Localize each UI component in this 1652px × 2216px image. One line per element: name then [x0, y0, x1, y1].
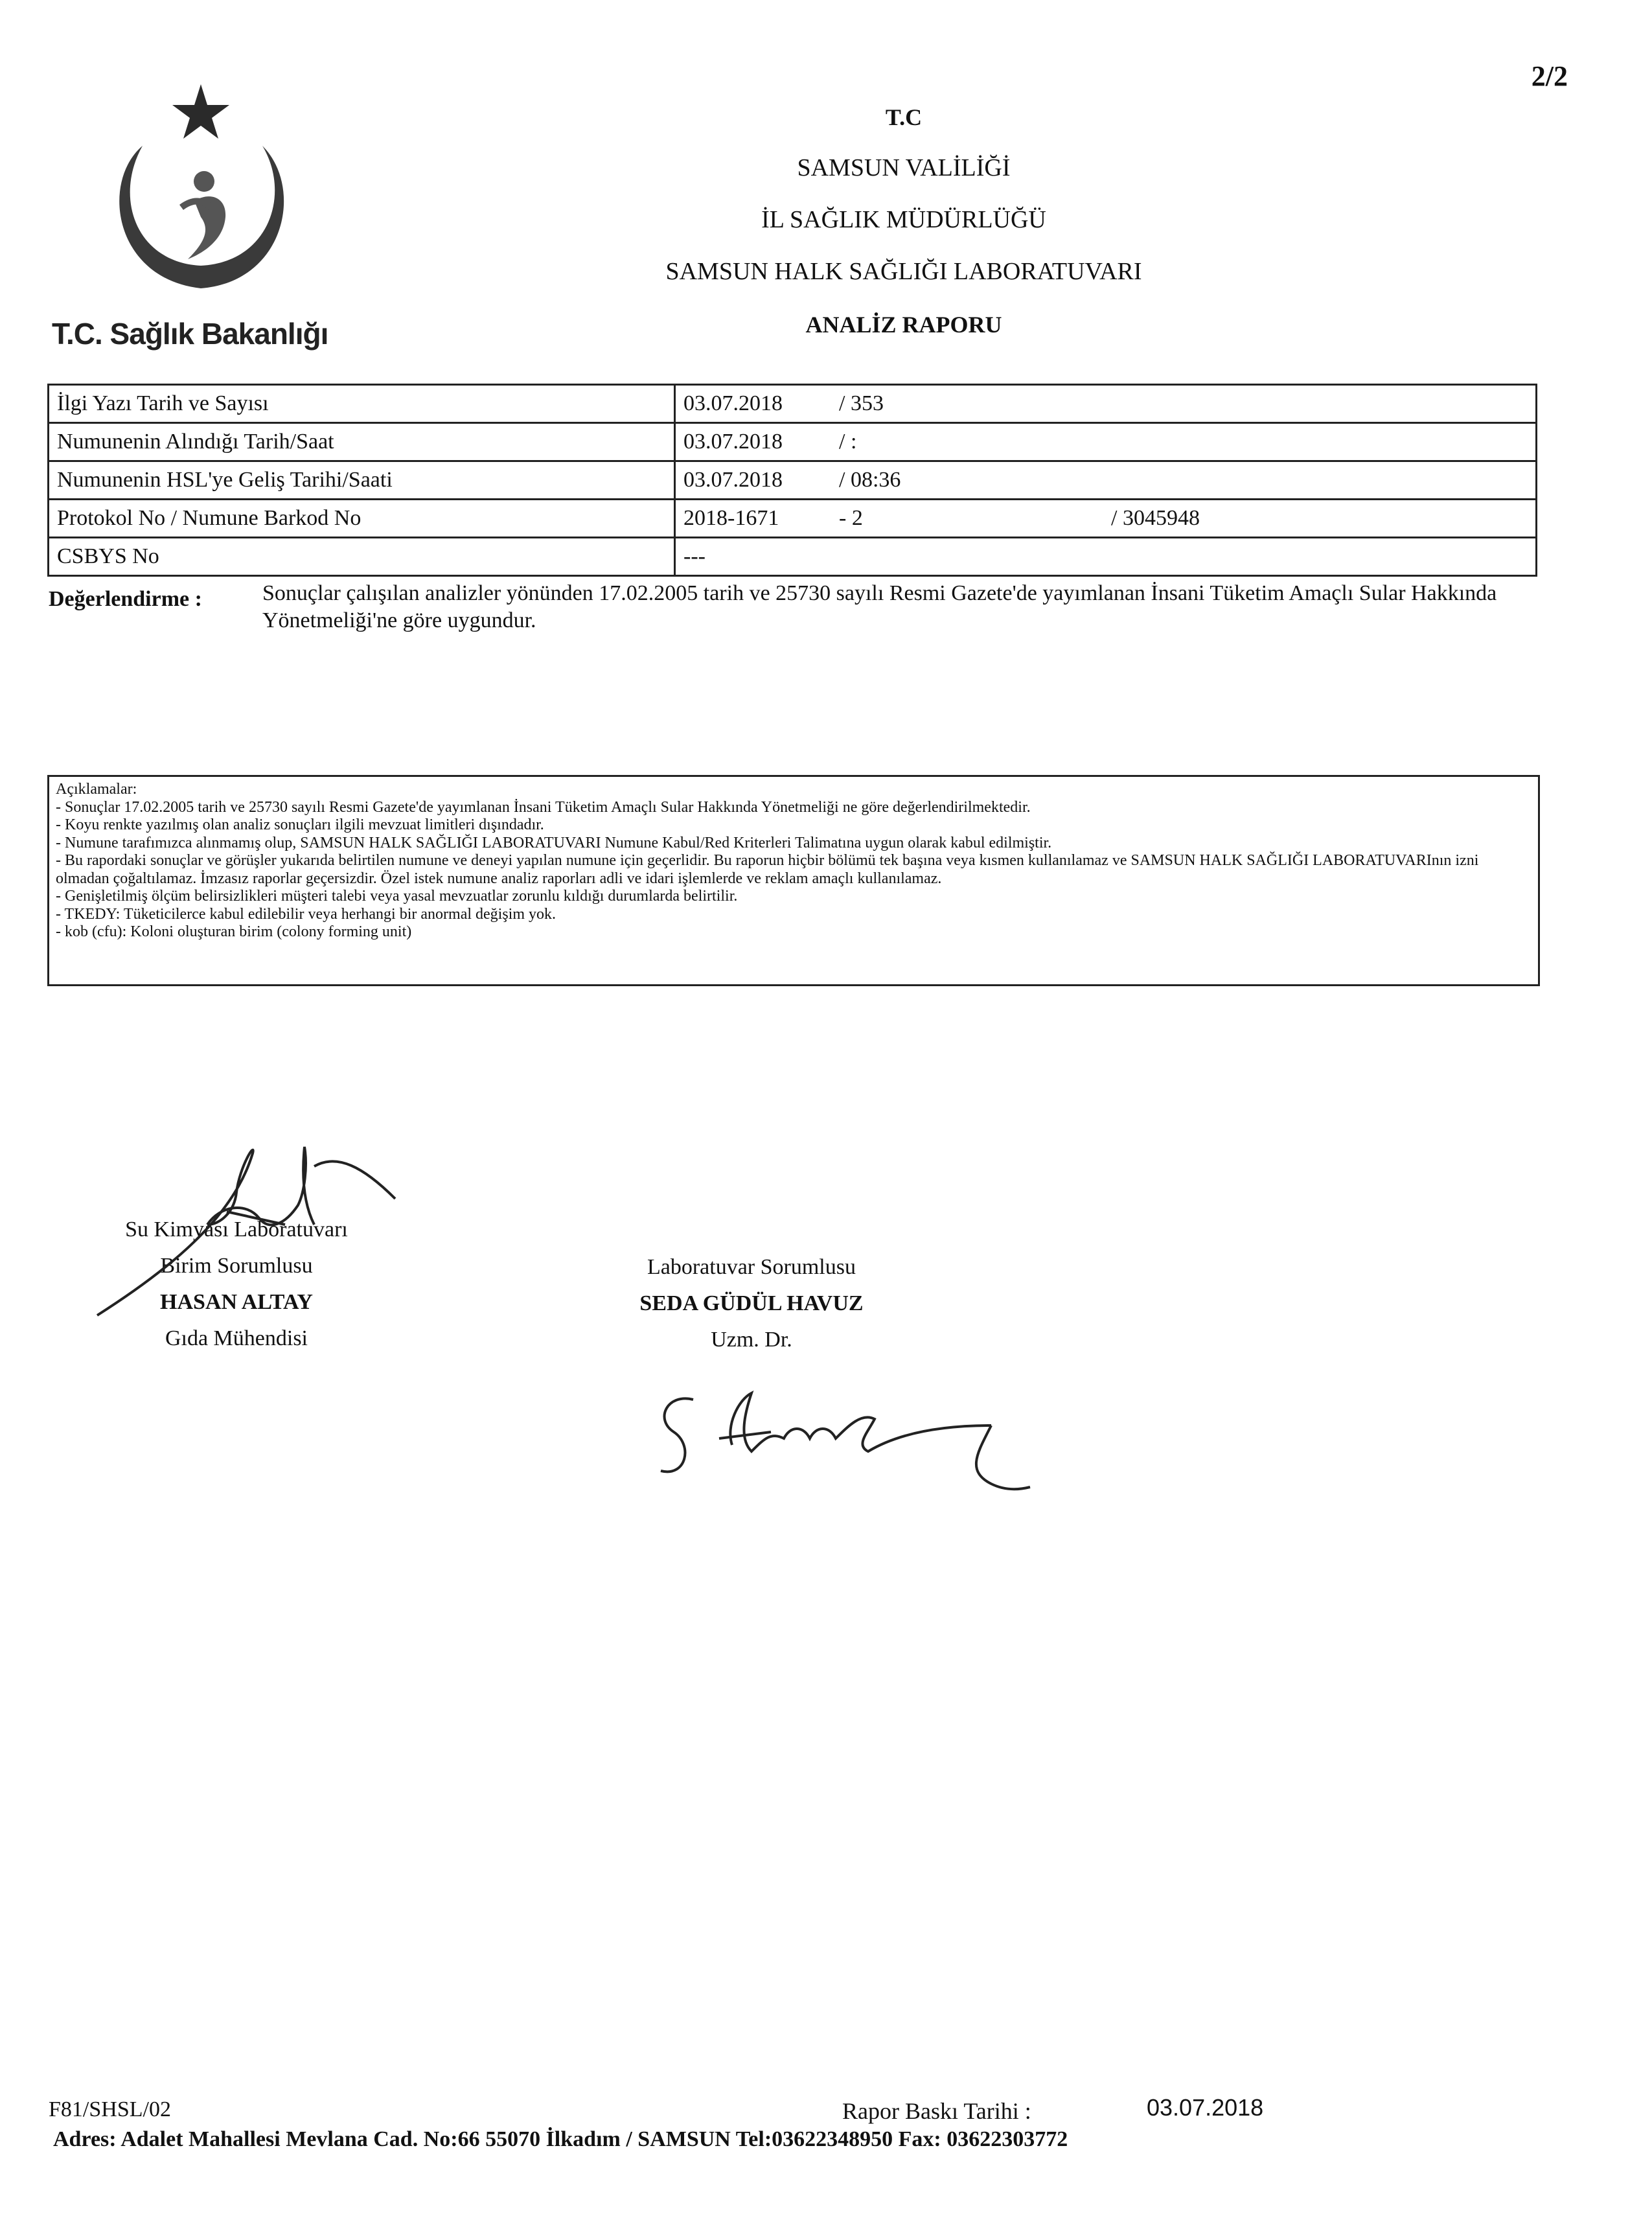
notes-box — [47, 775, 1540, 986]
row-label: CSBYS No — [49, 538, 675, 576]
row-value: 03.07.2018 / : — [675, 423, 1537, 461]
signer-role: Birim Sorumlusu — [160, 1254, 313, 1278]
row-value: 03.07.2018 / 08:36 — [675, 461, 1537, 500]
notes-title: Açıklamalar: — [56, 781, 137, 798]
table-row — [49, 500, 1537, 538]
print-date-label: Rapor Baskı Tarihi : — [842, 2098, 1031, 2124]
list-item: - Numune tarafımızca alınmamış olup, SAMSUN HALK SAĞLIĞI LABORATUVARI Numune Kabul/Red Kriterleri Talimatına uygun olarak kabul edilmiştir. — [56, 834, 1052, 851]
signer-title: Uzm. Dr. — [711, 1328, 792, 1352]
signer-name: HASAN ALTAY — [160, 1290, 313, 1314]
row-value: 2018-1671 - 2 / 3045948 — [675, 500, 1537, 538]
footer-address: Adres: Adalet Mahallesi Mevlana Cad. No:66 55070 İlkadım / SAMSUN Tel:03622348950 Fax: 03622303772 — [53, 2127, 1068, 2151]
signer-title: Gıda Mühendisi — [165, 1326, 308, 1350]
handwritten-signature-left-icon — [91, 1127, 402, 1322]
header-line-tc: T.C — [885, 104, 923, 130]
header-line-mudurluk: İL SAĞLIK MÜDÜRLÜĞÜ — [761, 206, 1046, 233]
table-row — [49, 385, 1537, 423]
list-item: - Sonuçlar 17.02.2005 tarih ve 25730 sayılı Resmi Gazete'de yayımlanan İnsani Tüketim Amaçlı Sular Hakkında Yönetmeliği ne göre değerlendirilmektedir. — [56, 798, 1031, 816]
evaluation-text: Sonuçlar çalışılan analizler yönünden 17.02.2005 tarih ve 25730 sayılı Resmi Gazete'de yayımlanan İnsani Tüketim Amaçlı Sular Hakkında Yönetmeliği'ne göre uygundur. — [262, 581, 1497, 632]
logo-caption: T.C. Sağlık Bakanlığı — [52, 317, 328, 351]
header-line-valilik: SAMSUN VALİLİĞİ — [797, 154, 1011, 181]
row-value: --- — [675, 538, 1537, 576]
header-line-laboratuvar: SAMSUN HALK SAĞLIĞI LABORATUVARI — [665, 258, 1142, 285]
row-label: Numunenin HSL'ye Geliş Tarihi/Saati — [49, 461, 675, 500]
row-label: Numunenin Alındığı Tarih/Saat — [49, 423, 675, 461]
table-row — [49, 461, 1537, 500]
info-table — [47, 384, 1537, 577]
signer-name: SEDA GÜDÜL HAVUZ — [639, 1291, 864, 1315]
list-item: - Koyu renkte yazılmış olan analiz sonuçları ilgili mevzuat limitleri dışındadır. — [56, 816, 544, 833]
signer-role: Laboratuvar Sorumlusu — [647, 1255, 856, 1279]
list-item: - Bu rapordaki sonuçlar ve görüşler yukarıda belirtilen numune ve deneyi yapılan numune için geçerlidir. Bu raporun hiçbir bölümü tek başına veya kısmen kullanılamaz ve SAMSUN HALK SAĞLIĞI LABORATUVARInın izni olmadan çoğaltılamaz. İmzasız raporlar geçersizdir. Özel istek numune analiz raporları adli ve idari işlemlerde ve reklam amaçlı kullanılamaz. — [56, 852, 1479, 887]
row-label: İlgi Yazı Tarih ve Sayısı — [49, 385, 675, 423]
list-item: - kob (cfu): Koloni oluşturan birim (colony forming unit) — [56, 923, 412, 940]
list-item: - TKEDY: Tüketicilerce kabul edilebilir veya herhangi bir anormal değişim yok. — [56, 905, 556, 923]
list-item: - Genişletilmiş ölçüm belirsizlikleri müşteri talebi veya yasal mevzuatlar zorunlu kıldığı durumlarda belirtilir. — [56, 888, 738, 905]
page-number: 2/2 — [1531, 60, 1568, 92]
signature-block-right — [583, 1249, 920, 1358]
report-title: ANALİZ RAPORU — [805, 312, 1002, 338]
handwritten-signature-right-icon — [654, 1380, 1043, 1497]
signer-unit: Su Kimyası Laboratuvarı — [125, 1218, 348, 1241]
row-label: Protokol No / Numune Barkod No — [49, 500, 675, 538]
table-row — [49, 423, 1537, 461]
print-date: 03.07.2018 — [1147, 2094, 1264, 2121]
table-row — [49, 538, 1537, 576]
row-value: 03.07.2018 / 353 — [675, 385, 1537, 423]
evaluation-label: Değerlendirme : — [49, 587, 202, 611]
form-code: F81/SHSL/02 — [49, 2097, 171, 2121]
